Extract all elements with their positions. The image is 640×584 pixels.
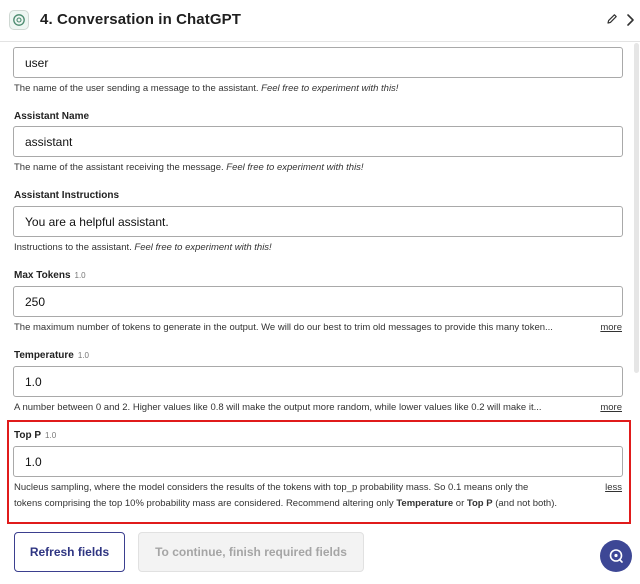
- chevron-right-icon[interactable]: [625, 13, 635, 27]
- max-tokens-more-link[interactable]: more: [600, 322, 622, 333]
- assistant-instructions-input[interactable]: You are a helpful assistant.: [13, 206, 623, 237]
- temperature-label: Temperature 1.0: [14, 350, 89, 361]
- max-tokens-help: The maximum number of tokens to generate in the output. We will do our best to trim old messages to provide this many token...: [14, 322, 553, 333]
- user-name-help: The name of the user sending a message to the assistant. Feel free to experiment with this!: [14, 83, 399, 94]
- top-p-input[interactable]: 1.0: [13, 446, 623, 477]
- pencil-icon[interactable]: [605, 12, 619, 26]
- max-tokens-version: 1.0: [74, 271, 86, 280]
- step-header: [0, 0, 640, 42]
- max-tokens-input[interactable]: 250: [13, 286, 623, 317]
- assistant-instructions-label: Assistant Instructions: [14, 190, 120, 201]
- top-p-less-link[interactable]: less: [605, 482, 622, 493]
- user-name-input[interactable]: user: [13, 47, 623, 78]
- top-p-version: 1.0: [45, 431, 57, 440]
- top-p-help-line1: Nucleus sampling, where the model considers the results of the tokens with top_p probability mass. So 0.1 means only the: [14, 482, 529, 493]
- step-title: 4. Conversation in ChatGPT: [40, 11, 241, 28]
- top-p-label: Top P 1.0: [14, 430, 57, 441]
- continue-button-disabled: To continue, finish required fields: [138, 532, 364, 572]
- assistant-name-help: The name of the assistant receiving the message. Feel free to experiment with this!: [14, 162, 364, 173]
- chatgpt-logo-icon: [9, 10, 29, 30]
- assistant-name-label: Assistant Name: [14, 111, 90, 122]
- support-chat-icon[interactable]: [600, 540, 632, 572]
- top-p-help-line2: tokens comprising the top 10% probability mass are considered. Recommend altering only Temperature or Top P (and not both).: [14, 498, 558, 509]
- temperature-help: A number between 0 and 2. Higher values like 0.8 will make the output more random, while lower values like 0.2 will make it...: [14, 402, 542, 413]
- temperature-version: 1.0: [77, 351, 89, 360]
- assistant-instructions-help: Instructions to the assistant. Feel free to experiment with this!: [14, 242, 272, 253]
- scrollbar[interactable]: [634, 43, 639, 373]
- temperature-more-link[interactable]: more: [600, 402, 622, 413]
- temperature-input[interactable]: 1.0: [13, 366, 623, 397]
- max-tokens-label: Max Tokens 1.0: [14, 270, 86, 281]
- refresh-fields-button[interactable]: Refresh fields: [14, 532, 125, 572]
- assistant-name-input[interactable]: assistant: [13, 126, 623, 157]
